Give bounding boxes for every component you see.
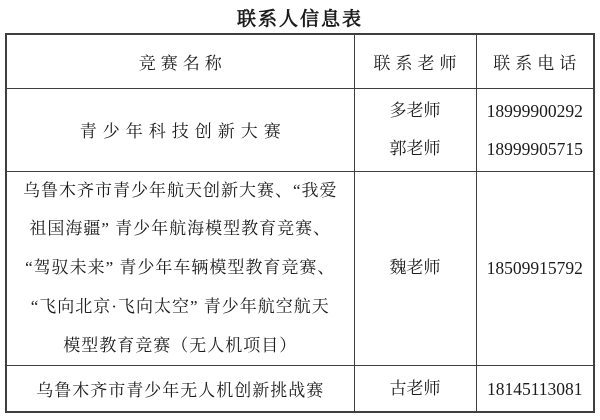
- competition-name-line: 祖国海疆” 青少年航海模型教育竞赛、: [29, 219, 332, 239]
- teacher-name: 多老师: [389, 100, 441, 120]
- table-row-drone-challenge: [6, 366, 594, 412]
- competition-name-line: 乌鲁木齐市青少年航天创新大赛、“我爱: [22, 180, 338, 200]
- column-header-contact-phone: 联系电话: [476, 34, 594, 88]
- teacher-name: 魏老师: [389, 258, 441, 278]
- competition-name-line: “驾驭未来” 青少年车辆模型教育竞赛、: [25, 258, 336, 278]
- teacher-name: 郭老师: [389, 138, 441, 158]
- phone-number: 18509915792: [486, 258, 583, 279]
- competition-name: 青少年科技创新大赛: [6, 88, 354, 171]
- page-title: 联系人信息表: [236, 9, 363, 30]
- competition-name: 乌鲁木齐市青少年无人机创新挑战赛: [6, 366, 354, 412]
- competition-name-line: 模型教育竞赛（无人机项目）: [63, 335, 298, 355]
- phone-number: 18999905715: [486, 138, 583, 159]
- phone-cell: [476, 171, 594, 366]
- contact-table: [5, 33, 595, 413]
- teacher-cell: [354, 366, 476, 412]
- teacher-cell: [354, 88, 476, 171]
- column-header-contact-teacher: 联系老师: [354, 34, 476, 88]
- table-row-model-education-competitions: [6, 171, 594, 366]
- phone-number: 18999900292: [486, 100, 583, 121]
- phone-cell: [476, 366, 594, 412]
- competition-name-line: “飞向北京·飞向太空” 青少年航空航天: [30, 296, 330, 316]
- header-row: [6, 34, 594, 88]
- competition-name-multiline: [6, 171, 354, 366]
- teacher-name: 古老师: [389, 378, 441, 398]
- table-row-science-innovation: [6, 88, 594, 171]
- phone-number: 18145113081: [486, 378, 583, 399]
- teacher-cell: [354, 171, 476, 366]
- phone-cell: [476, 88, 594, 171]
- column-header-competition-name: 竞赛名称: [6, 34, 354, 88]
